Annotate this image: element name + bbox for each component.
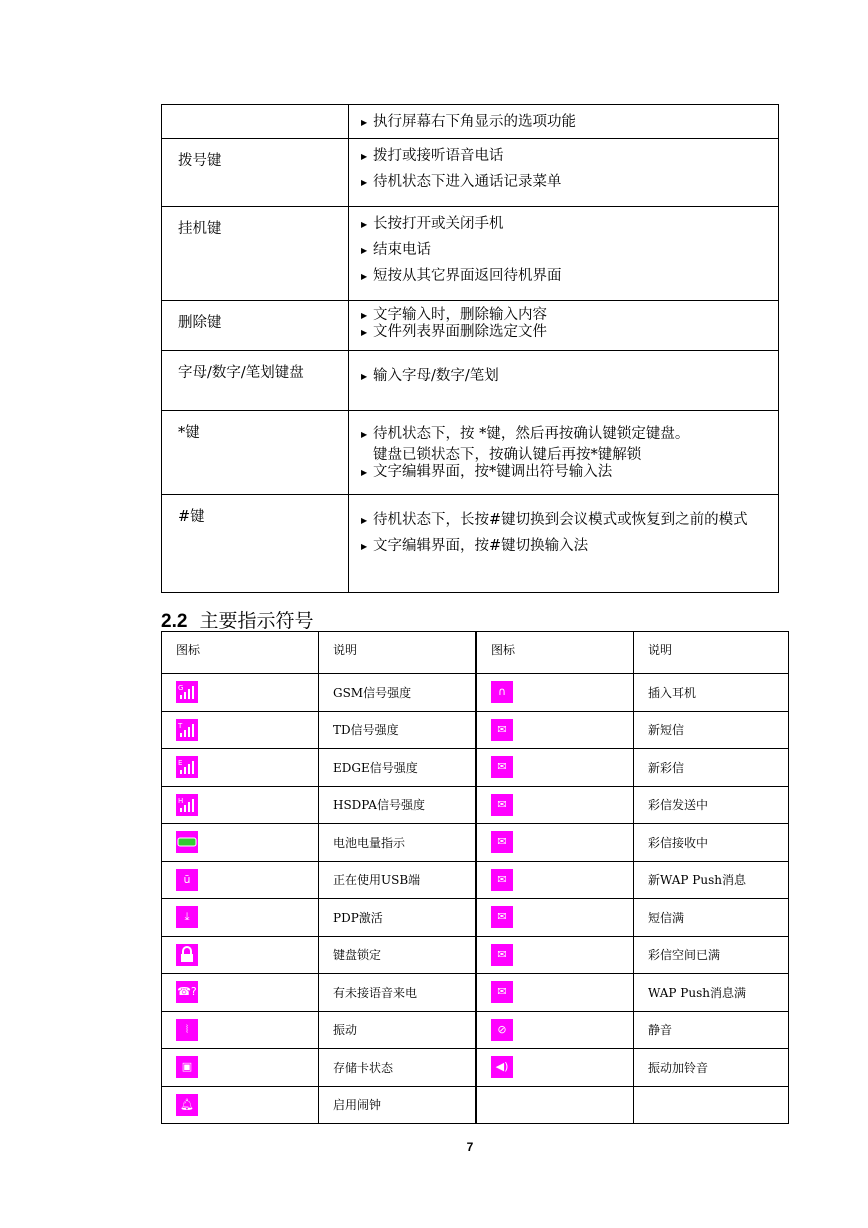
empty-cell <box>476 1086 634 1124</box>
section-number: 2.2 <box>161 611 188 632</box>
svg-text:H: H <box>178 796 184 805</box>
column-header: 图标 <box>162 632 319 674</box>
table-row <box>162 674 789 712</box>
list-item-continued: 键盘已锁状态下，按确认键后再按*键解锁 <box>373 447 642 463</box>
key-name: 字母/数字/笔划键盘 <box>162 351 349 411</box>
missed-call-icon: ☎? <box>176 981 198 1003</box>
gsm-signal-icon <box>176 681 198 703</box>
bullet-triangle-icon: ▶ <box>361 178 368 187</box>
wap-push-icon: ✉ <box>491 869 513 891</box>
icon-description: GSM信号强度 <box>319 674 477 712</box>
bullet-triangle-icon: ▶ <box>361 328 368 337</box>
table-row <box>162 207 779 301</box>
bullet-triangle-icon: ▶ <box>361 542 368 551</box>
key-name: 挂机键 <box>162 207 349 301</box>
key-name: #键 <box>162 495 349 593</box>
list-item: ▶ 待机状态下，长按#键切换到会议模式或恢复到之前的模式 <box>361 507 770 533</box>
table-header-row <box>162 632 789 674</box>
td-signal-icon <box>176 719 198 741</box>
icon-description: 新短信 <box>634 711 789 749</box>
key-description <box>349 351 779 411</box>
list-item: ▶ 执行屏幕右下角显示的选项功能 <box>361 109 770 135</box>
headset-icon: ∩ <box>491 681 513 703</box>
vibrate-ring-icon: ◀) <box>491 1056 513 1078</box>
table-row <box>162 105 779 139</box>
table-row <box>162 711 789 749</box>
list-item: ▶ 待机状态下进入通话记录菜单 <box>361 169 770 195</box>
icon-description: 静音 <box>634 1011 789 1049</box>
bullet-triangle-icon: ▶ <box>361 152 368 161</box>
list-item: ▶ 文字输入时，删除输入内容 <box>361 307 547 323</box>
key-function-table <box>161 104 779 593</box>
list-item: ▶ 结束电话 <box>361 237 770 263</box>
table-row <box>162 1086 789 1124</box>
bullet-triangle-icon: ▶ <box>361 118 368 127</box>
table-row <box>162 861 789 899</box>
page-number: 7 <box>466 1140 474 1154</box>
svg-text:E: E <box>178 759 183 768</box>
new-sms-icon: ✉ <box>491 719 513 741</box>
list-item: ▶ 文字编辑界面，按#键切换输入法 <box>361 533 770 559</box>
column-header: 说明 <box>634 632 789 674</box>
bullet-triangle-icon: ▶ <box>361 272 368 281</box>
bullet-triangle-icon: ▶ <box>361 372 368 381</box>
pdp-download-icon: ⤓ <box>176 906 198 928</box>
key-name: *键 <box>162 411 349 495</box>
mms-sending-icon: ✉ <box>491 794 513 816</box>
svg-text:T: T <box>178 721 183 730</box>
icon-description: 启用闹钟 <box>319 1086 477 1124</box>
table-row <box>162 824 789 862</box>
lock-icon <box>176 944 198 966</box>
edge-signal-icon <box>176 756 198 778</box>
new-mms-icon: ✉ <box>491 756 513 778</box>
svg-text:G: G <box>178 684 184 693</box>
icon-description: 振动加铃音 <box>634 1049 789 1087</box>
list-item: ▶ 短按从其它界面返回待机界面 <box>361 263 770 289</box>
vibrate-icon: ⦚ <box>176 1019 198 1041</box>
key-name: 删除键 <box>162 301 349 351</box>
usb-icon: ū <box>176 869 198 891</box>
icon-description: EDGE信号强度 <box>319 749 477 787</box>
key-description <box>349 495 779 593</box>
table-row <box>162 786 789 824</box>
battery-icon <box>176 831 198 853</box>
table-row <box>162 1011 789 1049</box>
table-row <box>162 899 789 937</box>
icon-description: TD信号强度 <box>319 711 477 749</box>
key-description <box>349 105 779 139</box>
list-item: ▶ 待机状态下，按 *键，然后再按确认键锁定键盘。 <box>361 421 770 447</box>
mms-receiving-icon: ✉ <box>491 831 513 853</box>
bullet-triangle-icon: ▶ <box>361 246 368 255</box>
table-row <box>162 1049 789 1087</box>
icon-description: 短信满 <box>634 899 789 937</box>
icon-description: 彩信接收中 <box>634 824 789 862</box>
list-item: ▶ 长按打开或关闭手机 <box>361 211 770 237</box>
table-row <box>162 936 789 974</box>
icon-description: WAP Push消息满 <box>634 974 789 1012</box>
table-row <box>162 749 789 787</box>
bullet-triangle-icon: ▶ <box>361 311 368 320</box>
bullet-triangle-icon: ▶ <box>361 430 368 439</box>
table-row <box>162 301 779 351</box>
icon-description: PDP激活 <box>319 899 477 937</box>
table-row <box>162 495 779 593</box>
section-heading <box>161 606 314 633</box>
icon-description: HSDPA信号强度 <box>319 786 477 824</box>
sms-full-icon: ✉ <box>491 906 513 928</box>
column-header: 图标 <box>476 632 634 674</box>
table-row <box>162 974 789 1012</box>
section-title: 主要指示符号 <box>199 610 314 632</box>
alarm-icon: 🔔︎ <box>176 1094 198 1116</box>
key-description <box>349 139 779 207</box>
icon-description <box>634 1086 789 1124</box>
key-description <box>349 411 779 495</box>
indicator-icon-table <box>161 631 789 1124</box>
memory-card-icon: ▣ <box>176 1056 198 1078</box>
table-row <box>162 411 779 495</box>
icon-description: 振动 <box>319 1011 477 1049</box>
wap-push-full-icon: ✉ <box>491 981 513 1003</box>
table-row <box>162 139 779 207</box>
hsdpa-signal-icon <box>176 794 198 816</box>
bullet-triangle-icon: ▶ <box>361 468 368 477</box>
column-header: 说明 <box>319 632 477 674</box>
bullet-triangle-icon: ▶ <box>361 516 368 525</box>
icon-description: 有未接语音来电 <box>319 974 477 1012</box>
bullet-triangle-icon: ▶ <box>361 220 368 229</box>
icon-description: 正在使用USB端 <box>319 861 477 899</box>
list-item: ▶ 文件列表界面删除选定文件 <box>361 324 547 340</box>
key-name <box>162 105 349 139</box>
mute-icon: ⊘ <box>491 1019 513 1041</box>
icon-description: 插入耳机 <box>634 674 789 712</box>
list-item: ▶ 输入字母/数字/笔划 <box>361 363 770 389</box>
key-description <box>349 301 779 351</box>
list-item: ▶ 拨打或接听语音电话 <box>361 143 770 169</box>
icon-description: 新彩信 <box>634 749 789 787</box>
table-row <box>162 351 779 411</box>
icon-description: 电池电量指示 <box>319 824 477 862</box>
icon-description: 新WAP Push消息 <box>634 861 789 899</box>
key-description <box>349 207 779 301</box>
icon-description: 键盘锁定 <box>319 936 477 974</box>
icon-description: 彩信空间已满 <box>634 936 789 974</box>
icon-description: 存储卡状态 <box>319 1049 477 1087</box>
mms-full-icon: ✉ <box>491 944 513 966</box>
icon-description: 彩信发送中 <box>634 786 789 824</box>
key-name: 拨号键 <box>162 139 349 207</box>
list-item: ▶ 文字编辑界面，按*键调出符号输入法 <box>361 464 613 480</box>
